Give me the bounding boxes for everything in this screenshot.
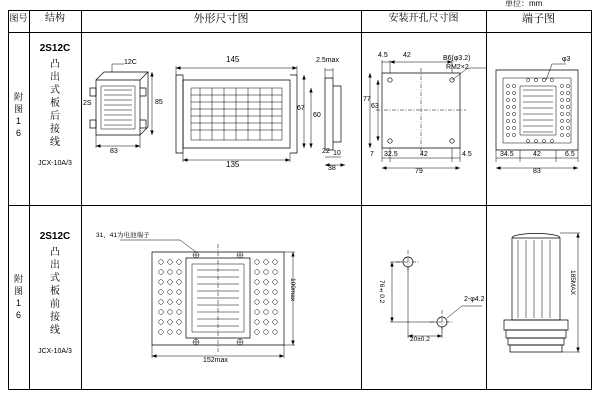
row1-mounting-label-63: 63 xyxy=(371,103,379,110)
column-header-duanzi: 端子图 xyxy=(522,13,555,25)
row1-tuhao-char-1: 图 xyxy=(13,104,23,114)
row1-model: 2S12C xyxy=(39,43,71,54)
row2-outline-note: 31、41为电池端子 xyxy=(96,232,150,239)
row2-tuhao-char-3: 6 xyxy=(15,310,21,320)
row2-mounting-label-20: 20±0.2 xyxy=(410,336,430,343)
row2-structure-char-6: 线 xyxy=(50,325,60,336)
row1-tuhao-char-3: 6 xyxy=(15,128,21,138)
row1-structure-char-3: 板 xyxy=(50,98,60,109)
row1-mounting-label-RM2: RM2×2 xyxy=(446,64,469,71)
row1-terminal-label-34.5: 34.5 xyxy=(500,151,514,158)
row1-outline-label-38: 38 xyxy=(328,165,336,172)
row1-outline-label-135: 135 xyxy=(226,160,240,169)
row1-structure-char-5: 接 xyxy=(50,124,60,135)
row1-tuhao-char-0: 附 xyxy=(13,92,23,102)
row2-outline-label-100max: 100max xyxy=(288,278,296,302)
row2-structure-char-0: 凸 xyxy=(50,247,60,258)
row1-outline-label-2S: 2S xyxy=(83,100,92,107)
row2-outline-label-152max: 152max xyxy=(203,357,228,364)
row1-outline-label-12C: 12C xyxy=(124,59,137,66)
row1-mounting-label-79: 79 xyxy=(415,168,423,175)
row2-structure-char-5: 接 xyxy=(50,312,60,323)
row1-outline-label-10: 10 xyxy=(333,150,341,157)
row2-structure-char-1: 出 xyxy=(50,260,60,271)
row2-mounting-label-2phi4.2: 2-φ4.2 xyxy=(464,296,485,303)
row1-outline-label-85: 85 xyxy=(155,99,163,106)
row1-mounting-label-42b: 42 xyxy=(420,151,428,158)
row1-outline-label-22: 22 xyxy=(322,148,330,155)
row1-mounting-label-32.5: 32.5 xyxy=(384,151,398,158)
row1-series: JCX-10A/3 xyxy=(38,160,72,167)
row1-structure-char-1: 出 xyxy=(50,72,60,83)
row1-structure-char-2: 式 xyxy=(50,85,60,96)
row1-mounting-label-7: 7 xyxy=(370,151,374,158)
row2-terminal-label-185max: 185MAX xyxy=(568,270,576,295)
row2-tuhao-char-2: 1 xyxy=(15,298,21,308)
row1-outline-label-2.5max: 2.5max xyxy=(316,57,339,64)
row1-mounting-label-77: 77 xyxy=(363,96,371,103)
row2-structure-char-4: 前 xyxy=(50,299,60,310)
column-header-tuhao: 图号 xyxy=(9,13,28,23)
row1-structure-char-4: 后 xyxy=(50,111,60,122)
column-header-jiegou: 结构 xyxy=(45,13,65,24)
row1-tuhao-char-2: 1 xyxy=(15,116,21,126)
row1-mounting-label-4.5a: 4.5 xyxy=(378,52,388,59)
column-header-anzhuang: 安装开孔尺寸图 xyxy=(388,13,459,24)
row2-model: 2S12C xyxy=(39,231,71,242)
row1-outline-label-60: 60 xyxy=(313,112,321,119)
column-header-waixing: 外形尺寸图 xyxy=(193,13,249,25)
row2-tuhao-char-0: 附 xyxy=(13,274,23,284)
row2-mounting-label-76: 76±0.2 xyxy=(377,280,385,304)
row1-mounting-label-4.5b: 4.5 xyxy=(462,151,472,158)
row1-mounting-label-42a: 42 xyxy=(403,52,411,59)
row2-series: JCX-10A/3 xyxy=(38,348,72,355)
row1-outline-label-67: 67 xyxy=(297,105,305,112)
row2-tuhao-char-1: 图 xyxy=(13,286,23,296)
row2-structure-char-3: 板 xyxy=(50,286,60,297)
row1-structure-char-6: 线 xyxy=(50,137,60,148)
row1-terminal-label-phi3: φ3 xyxy=(562,56,571,63)
unit-note: 单位：mm xyxy=(505,0,543,8)
row1-outline-label-83: 83 xyxy=(110,148,118,155)
row1-outline-label-145: 145 xyxy=(226,55,240,64)
row2-structure-char-2: 式 xyxy=(50,273,60,284)
row1-terminal-label-6.5: 6.5 xyxy=(565,151,575,158)
row1-structure-char-0: 凸 xyxy=(50,59,60,70)
row1-mounting-label-B6: B6(φ3.2) xyxy=(443,55,471,62)
row1-terminal-label-83: 83 xyxy=(533,168,541,175)
row1-terminal-label-42: 42 xyxy=(533,151,541,158)
